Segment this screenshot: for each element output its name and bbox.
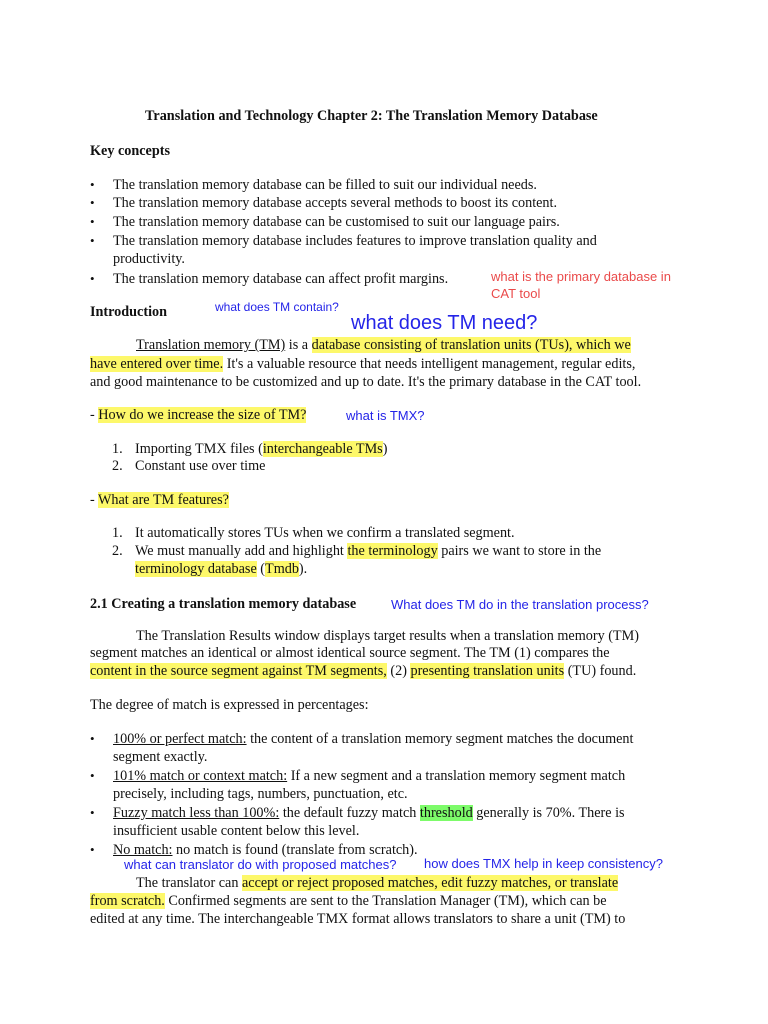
match-item-cont: segment exactly. <box>113 749 208 765</box>
list-item-cont <box>135 561 307 578</box>
note-translator-do: what can translator do with proposed matches? <box>124 857 397 872</box>
key-concept-item: The translation memory database can affect profit margins. <box>113 271 449 287</box>
bullet-icon: • <box>90 271 95 286</box>
text: It's a valuable resource that needs intelligent management, regular edits, <box>223 356 636 372</box>
text: pairs we want to store in the <box>437 543 602 559</box>
page-title: Translation and Technology Chapter 2: The Translation Memory Database <box>145 108 598 124</box>
bullet-icon: • <box>90 731 95 746</box>
section-paragraph-line3 <box>90 663 636 680</box>
highlight: How do we increase the size of TM? <box>98 407 307 423</box>
term: 100% or perfect match: <box>113 731 247 747</box>
note-tm-need: what does TM need? <box>351 312 538 334</box>
highlight: database consisting of translation units (TUs), which we <box>311 337 631 353</box>
bullet-icon: • <box>90 233 95 248</box>
text: We must manually add and highlight <box>135 543 348 559</box>
question-increase-size <box>90 407 306 424</box>
list-item <box>135 543 601 560</box>
bullet-icon: • <box>90 805 95 820</box>
intro-paragraph-line1 <box>136 337 631 354</box>
term: No match: <box>113 842 173 858</box>
note-tmx-consistency: how does TMX help in keep consistency? <box>424 856 663 871</box>
text: ). <box>298 561 308 577</box>
text: ) <box>382 441 388 457</box>
key-concept-item: The translation memory database accepts several methods to boost its content. <box>113 195 558 211</box>
note-primary-db-cont: CAT tool <box>491 286 541 301</box>
bullet-icon: • <box>90 214 95 229</box>
term-tm: Translation memory (TM) <box>136 337 286 353</box>
note-tm-process: What does TM do in the translation process? <box>391 597 649 612</box>
text: (TU) found. <box>564 663 637 679</box>
list-number: 1. <box>112 441 123 457</box>
bullet-icon: • <box>90 768 95 783</box>
text: - <box>90 492 99 508</box>
key-concepts-heading: Key concepts <box>90 143 170 159</box>
key-concept-item: The translation memory database can be filled to suit our individual needs. <box>113 177 537 193</box>
section-paragraph-line1: The Translation Results window displays target results when a translation memory (TM) <box>136 628 639 644</box>
match-item <box>113 731 633 748</box>
highlight: What are TM features? <box>98 492 229 508</box>
key-concept-item: The translation memory database includes features to improve translation quality and <box>113 233 597 249</box>
highlight: interchangeable TMs <box>262 441 383 457</box>
intro-paragraph-line3: and good maintenance to be customized and up to date. It's the primary database in the CAT tool. <box>90 374 642 390</box>
degree-paragraph: The degree of match is expressed in percentages: <box>90 697 369 713</box>
text: Importing TMX files ( <box>135 441 263 457</box>
highlight: the terminology <box>347 543 438 559</box>
bullet-icon: • <box>90 195 95 210</box>
text: the content of a translation memory segment matches the document <box>246 731 634 747</box>
term: Fuzzy match less than 100%: <box>113 805 280 821</box>
highlight: from scratch. <box>90 893 165 909</box>
term: 101% match or context match: <box>113 768 288 784</box>
text: no match is found (translate from scratch). <box>172 842 418 858</box>
key-concept-item-cont: productivity. <box>113 251 185 267</box>
list-number: 2. <box>112 458 123 474</box>
highlight: have entered over time. <box>90 356 224 372</box>
text: Confirmed segments are sent to the Translation Manager (TM), which can be <box>164 893 607 909</box>
key-concept-item: The translation memory database can be customised to suit our language pairs. <box>113 214 560 230</box>
list-number: 2. <box>112 543 123 559</box>
translator-paragraph-line1 <box>136 875 618 892</box>
list-item <box>135 441 387 458</box>
highlight: terminology database <box>135 561 257 577</box>
question-tm-features <box>90 492 229 509</box>
note-tm-contain: what does TM contain? <box>215 300 339 314</box>
bullet-icon: • <box>90 177 95 192</box>
section-heading: 2.1 Creating a translation memory database <box>90 596 357 612</box>
text: If a new segment and a translation memory segment match <box>287 768 626 784</box>
text: The translator can <box>136 875 242 891</box>
list-item: Constant use over time <box>135 458 266 474</box>
text: ( <box>256 561 266 577</box>
match-item <box>113 768 625 785</box>
highlight-green: threshold <box>419 805 473 821</box>
note-what-tmx: what is TMX? <box>346 408 425 423</box>
highlight: content in the source segment against TM segments, <box>90 663 387 679</box>
match-item <box>113 805 625 822</box>
intro-heading: Introduction <box>90 304 167 320</box>
translator-paragraph-line3: edited at any time. The interchangeable TMX format allows translators to share a unit (TM) to <box>90 911 626 927</box>
text: generally is 70%. There is <box>472 805 625 821</box>
text: (2) <box>386 663 411 679</box>
bullet-icon: • <box>90 842 95 857</box>
note-primary-db: what is the primary database in <box>491 269 671 284</box>
list-number: 1. <box>112 525 123 541</box>
text: - <box>90 407 99 423</box>
section-paragraph-line2: segment matches an identical or almost identical source segment. The TM (1) compares the <box>90 645 610 661</box>
intro-paragraph-line2 <box>90 356 635 373</box>
text: is a <box>285 337 312 353</box>
highlight: presenting translation units <box>410 663 565 679</box>
list-item: It automatically stores TUs when we confirm a translated segment. <box>135 525 515 541</box>
translator-paragraph-line2 <box>90 893 607 910</box>
highlight: accept or reject proposed matches, edit fuzzy matches, or translate <box>241 875 619 891</box>
text: the default fuzzy match <box>279 805 420 821</box>
match-item-cont: precisely, including tags, numbers, punctuation, etc. <box>113 786 408 802</box>
highlight: Tmdb <box>265 561 299 577</box>
match-item-cont: insufficient usable content below this level. <box>113 823 360 839</box>
